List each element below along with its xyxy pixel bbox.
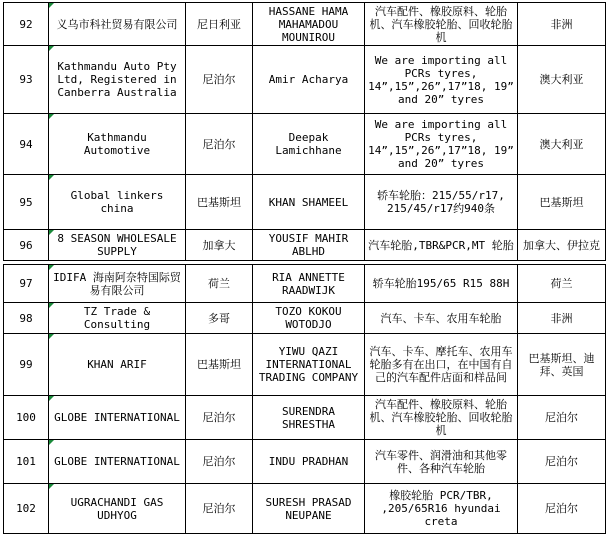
cell-no[interactable]: 95	[4, 175, 49, 230]
table-row	[4, 440, 606, 484]
cell-contact[interactable]: INDU PRADHAN	[253, 440, 365, 484]
cell-no[interactable]: 102	[4, 484, 49, 534]
cell-product[interactable]: 汽车轮胎,TBR&PCR,MT 轮胎	[365, 230, 518, 261]
cell-product[interactable]: 汽车、卡车、农用车轮胎	[365, 303, 518, 334]
cell-region[interactable]: 尼泊尔	[518, 396, 606, 440]
table-row	[4, 484, 606, 534]
cell-country[interactable]: 尼泊尔	[186, 440, 253, 484]
table-row	[4, 303, 606, 334]
cell-contact[interactable]: SURENDRA SHRESTHA	[253, 396, 365, 440]
cell-contact[interactable]: TOZO KOKOU WOTODJO	[253, 303, 365, 334]
cell-region[interactable]: 非洲	[518, 303, 606, 334]
table-row	[4, 396, 606, 440]
cell-country[interactable]: 尼泊尔	[186, 396, 253, 440]
cell-country[interactable]: 尼泊尔	[186, 46, 253, 114]
cell-contact[interactable]: RIA ANNETTE RAADWIJK	[253, 265, 365, 303]
cell-company[interactable]: UGRACHANDI GAS UDHYOG	[49, 484, 186, 534]
cell-company[interactable]: GLOBE INTERNATIONAL	[49, 440, 186, 484]
table-row	[4, 334, 606, 396]
cell-contact[interactable]: Amir Acharya	[253, 46, 365, 114]
cell-no[interactable]: 98	[4, 303, 49, 334]
cell-region[interactable]: 尼泊尔	[518, 440, 606, 484]
cell-country[interactable]: 巴基斯坦	[186, 334, 253, 396]
cell-product[interactable]: We are importing all PCRs tyres, 14”,15”,26”,17”18, 19” and 20” tyres	[365, 46, 518, 114]
cell-region[interactable]: 加拿大、伊拉克	[518, 230, 606, 261]
buyer-table	[3, 2, 606, 534]
cell-company[interactable]: Kathmandu Automotive	[49, 114, 186, 175]
cell-country[interactable]: 巴基斯坦	[186, 175, 253, 230]
cell-company[interactable]: KHAN ARIF	[49, 334, 186, 396]
cell-product[interactable]: We are importing all PCRs tyres, 14”,15”,26”,17”18, 19” and 20” tyres	[365, 114, 518, 175]
cell-product[interactable]: 汽车零件、润滑油和其他零件、各种汽车轮胎	[365, 440, 518, 484]
cell-company[interactable]: TZ Trade & Consulting	[49, 303, 186, 334]
cell-company[interactable]: GLOBE INTERNATIONAL	[49, 396, 186, 440]
cell-region[interactable]: 非洲	[518, 3, 606, 46]
cell-company[interactable]: Global linkers china	[49, 175, 186, 230]
table-row	[4, 230, 606, 261]
cell-region[interactable]: 巴基斯坦、迪拜、英国	[518, 334, 606, 396]
cell-company[interactable]: IDIFA 海南阿奈特国际贸易有限公司	[49, 265, 186, 303]
cell-country[interactable]: 尼泊尔	[186, 484, 253, 534]
cell-no[interactable]: 93	[4, 46, 49, 114]
cell-country[interactable]: 荷兰	[186, 265, 253, 303]
cell-no[interactable]: 101	[4, 440, 49, 484]
cell-contact[interactable]: YIWU QAZI INTERNATIONAL TRADING COMPANY	[253, 334, 365, 396]
cell-country[interactable]: 多哥	[186, 303, 253, 334]
table-row	[4, 175, 606, 230]
cell-product[interactable]: 汽车配件、橡胶原料、轮胎机、汽车橡胶轮胎、回收轮胎机	[365, 3, 518, 46]
cell-company[interactable]: 义乌市科社贸易有限公司	[49, 3, 186, 46]
cell-product[interactable]: 橡胶轮胎 PCR/TBR, ,205/65R16 hyundai creta	[365, 484, 518, 534]
cell-region[interactable]: 荷兰	[518, 265, 606, 303]
table-row	[4, 3, 606, 46]
cell-no[interactable]: 97	[4, 265, 49, 303]
cell-no[interactable]: 94	[4, 114, 49, 175]
cell-product[interactable]: 汽车配件、橡胶原料、轮胎机、汽车橡胶轮胎、回收轮胎机	[365, 396, 518, 440]
cell-no[interactable]: 92	[4, 3, 49, 46]
cell-product[interactable]: 汽车、卡车、摩托车、农用车轮胎多有在出口，在中国有自己的汽车配件店面和样品间	[365, 334, 518, 396]
cell-company[interactable]: 8 SEASON WHOLESALE SUPPLY	[49, 230, 186, 261]
table-row	[4, 114, 606, 175]
cell-region[interactable]: 巴基斯坦	[518, 175, 606, 230]
cell-contact[interactable]: Deepak Lamichhane	[253, 114, 365, 175]
cell-region[interactable]: 澳大利亚	[518, 114, 606, 175]
cell-contact[interactable]: SURESH PRASAD NEUPANE	[253, 484, 365, 534]
cell-region[interactable]: 澳大利亚	[518, 46, 606, 114]
cell-product[interactable]: 轿车轮胎：215/55/r17, 215/45/r17约940条	[365, 175, 518, 230]
cell-no[interactable]: 100	[4, 396, 49, 440]
cell-contact[interactable]: HASSANE HAMA MAHAMADOU MOUNIROU	[253, 3, 365, 46]
cell-no[interactable]: 99	[4, 334, 49, 396]
cell-country[interactable]: 尼日利亚	[186, 3, 253, 46]
cell-contact[interactable]: YOUSIF MAHIR ABLHD	[253, 230, 365, 261]
table-row	[4, 46, 606, 114]
table-row	[4, 265, 606, 303]
cell-country[interactable]: 尼泊尔	[186, 114, 253, 175]
cell-contact[interactable]: KHAN SHAMEEL	[253, 175, 365, 230]
cell-no[interactable]: 96	[4, 230, 49, 261]
cell-country[interactable]: 加拿大	[186, 230, 253, 261]
cell-company[interactable]: Kathmandu Auto Pty Ltd, Registered in Canberra Australia	[49, 46, 186, 114]
cell-region[interactable]: 尼泊尔	[518, 484, 606, 534]
cell-product[interactable]: 轿车轮胎195/65 R15 88H	[365, 265, 518, 303]
